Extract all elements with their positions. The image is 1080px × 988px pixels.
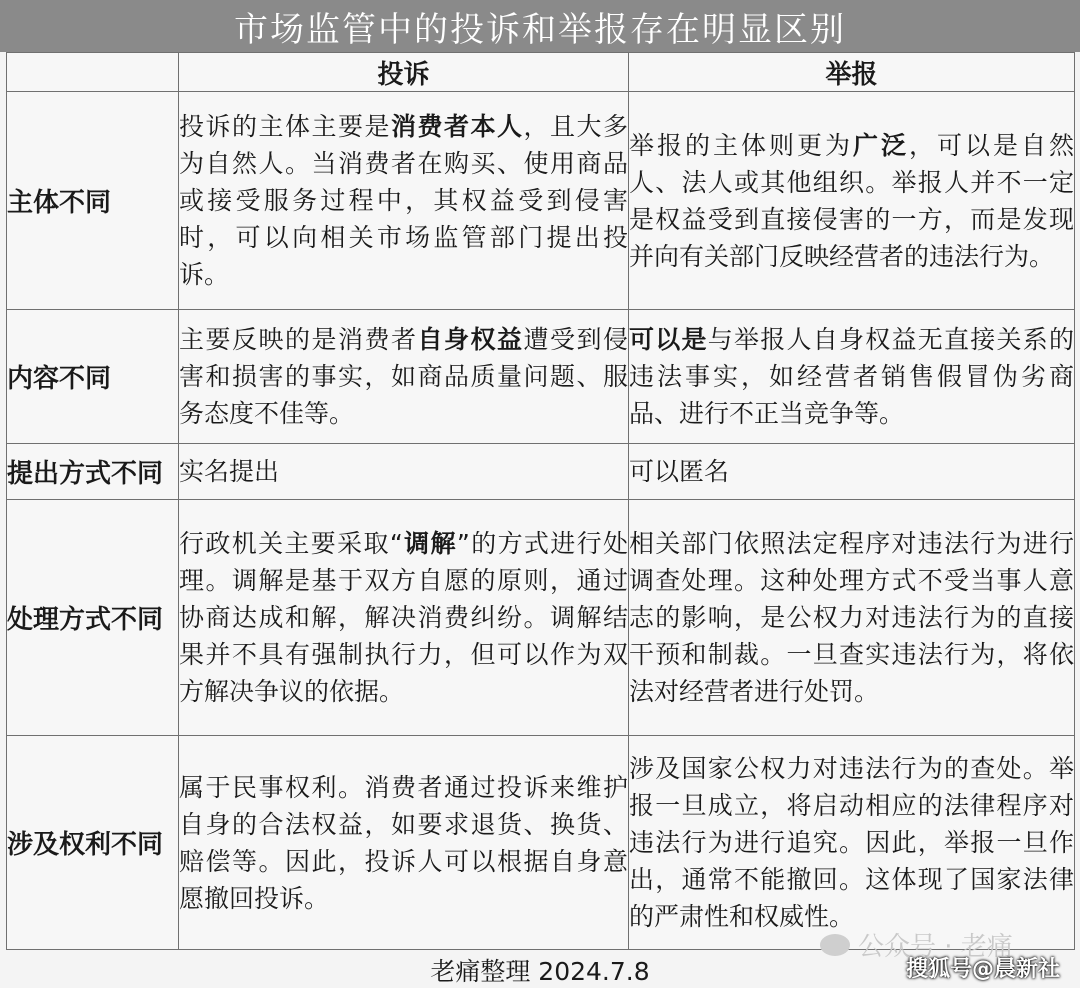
cell-text: 行政机关主要采取“ bbox=[179, 529, 403, 558]
cell-text: 主要反映的是消费者 bbox=[179, 325, 418, 354]
cell-text: 投诉的主体主要是 bbox=[179, 112, 391, 141]
page-title: 市场监管中的投诉和举报存在明显区别 bbox=[0, 0, 1080, 52]
header-report: 举报 bbox=[629, 53, 1075, 92]
report-cell bbox=[629, 444, 1075, 500]
row-label: 涉及权利不同 bbox=[7, 736, 179, 950]
cell-text: ”的方式进行处理。调解是基于双方自愿的原则，通过协商达成和解，解决消费纠纷。调解结果并不具有强制执行力，但可以作为双方解决争议的依据。 bbox=[179, 529, 629, 706]
table-row bbox=[7, 310, 1075, 444]
table-row bbox=[7, 500, 1075, 736]
table-row bbox=[7, 736, 1075, 950]
report-cell bbox=[629, 310, 1075, 444]
row-label: 处理方式不同 bbox=[7, 500, 179, 736]
cell-text: 可以匿名 bbox=[629, 457, 730, 486]
cell-emphasis: 广泛 bbox=[852, 130, 909, 160]
cell-text: 与举报人自身权益无直接关系的违法事实，如经营者销售假冒伪劣商品、进行不正当竞争等。 bbox=[629, 325, 1074, 428]
cell-text: 涉及国家公权力对违法行为的查处。举报一旦成立，将启动相应的法律程序对违法行为进行追究。因此，举报一旦作出，通常不能撤回。这体现了国家法律的严肃性和权威性。 bbox=[629, 754, 1074, 931]
row-label: 内容不同 bbox=[7, 310, 179, 444]
wechat-watermark-text: 公众号 · 老痛 bbox=[858, 932, 1013, 962]
cell-text: ，且大多为自然人。当消费者在购买、使用商品或接受服务过程中，其权益受到侵害时，可以向相关市场监管部门提出投诉。 bbox=[179, 112, 628, 289]
complaint-cell bbox=[179, 444, 629, 500]
complaint-cell bbox=[179, 736, 629, 950]
cell-text: 遭受到侵害和损害的事实，如商品质量问题、服务态度不佳等。 bbox=[179, 325, 628, 428]
cell-emphasis: 消费者本人 bbox=[390, 112, 524, 141]
complaint-cell bbox=[179, 310, 629, 444]
report-cell bbox=[629, 92, 1075, 310]
complaint-cell bbox=[179, 500, 629, 736]
cell-text: 相关部门依照法定程序对违法行为进行调查处理。这种处理方式不受当事人意志的影响，是公权力对违法行为的直接干预和制裁。一旦查实违法行为，将依法对经营者进行处罚。 bbox=[629, 529, 1074, 706]
cell-emphasis: 调解 bbox=[402, 529, 457, 558]
header-corner bbox=[7, 53, 179, 92]
table-row bbox=[7, 444, 1075, 500]
header-row bbox=[7, 53, 1075, 92]
row-label: 主体不同 bbox=[7, 92, 179, 310]
footer-credit: 老痛整理 2024.7.8 bbox=[430, 957, 650, 986]
row-label: 提出方式不同 bbox=[7, 444, 179, 500]
cell-emphasis: 可以是 bbox=[629, 325, 708, 354]
header-complaint: 投诉 bbox=[179, 53, 629, 92]
cell-text: 举报的主体则更为 bbox=[629, 130, 853, 160]
cell-emphasis: 自身权益 bbox=[417, 325, 524, 354]
report-cell bbox=[629, 736, 1075, 950]
report-cell bbox=[629, 500, 1075, 736]
cell-text: ，可以是自然人、法人或其他组织。举报人并不一定是权益受到直接侵害的一方，而是发现并向有关部门反映经营者的违法行为。 bbox=[629, 130, 1074, 271]
sohu-watermark: 搜狐号@晨新社 bbox=[906, 957, 1061, 982]
complaint-cell bbox=[179, 92, 629, 310]
cell-text: 实名提出 bbox=[179, 457, 280, 486]
comparison-table bbox=[6, 52, 1075, 950]
table-row bbox=[7, 92, 1075, 310]
cell-text: 属于民事权利。消费者通过投诉来维护自身的合法权益，如要求退货、换货、赔偿等。因此，投诉人可以根据自身意愿撤回投诉。 bbox=[179, 772, 628, 913]
